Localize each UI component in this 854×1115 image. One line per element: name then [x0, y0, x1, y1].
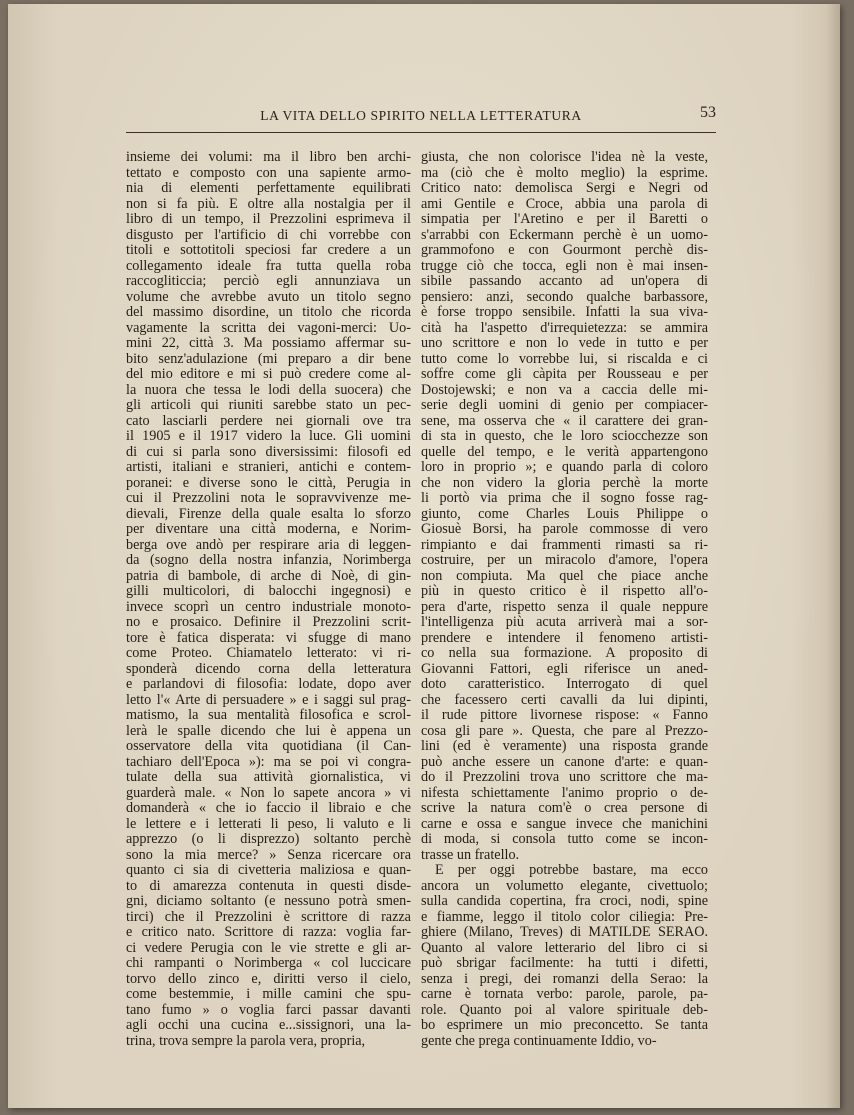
- text-line: gli articoli qui riuniti sarebbe stato un pec-: [126, 398, 411, 413]
- text-line: matismo, la sua mentalità filosofica e scrol-: [126, 708, 411, 723]
- text-line: Critico nato: demolisca Sergi e Negri od: [421, 181, 708, 196]
- text-line: gni, diciamo soltanto (e nessuno potrà smen-: [126, 894, 411, 909]
- text-line: collegamento ideale fra tutta quella roba: [126, 258, 411, 274]
- text-line: trasse un fratello.: [421, 847, 520, 863]
- text-column-right: [421, 150, 708, 1049]
- text-line: il rude pittore livornese rispose: « Fanno: [421, 708, 708, 723]
- text-line: loro in proprio »; e quando parla di coloro: [421, 460, 708, 475]
- text-line: guarderà male. « Non lo sapete ancora » vi: [126, 785, 411, 801]
- text-line: e parlandovi di filosofia: lodate, dopo aver: [126, 677, 411, 692]
- text-line: come bestemmie, i mille camini che spu-: [126, 987, 411, 1002]
- text-line: serie degli uomini di genio per compiacer-: [421, 398, 708, 413]
- text-line: trina, trova sempre la parola vera, propria,: [126, 1033, 366, 1049]
- text-line: che non videro la gloria perchè la morte: [421, 475, 708, 491]
- text-line: apprezzo (o li disprezzo) soltanto perchè: [126, 832, 411, 847]
- text-line: insieme dei volumi: ma il libro ben archi-: [126, 150, 411, 165]
- text-line: ci vedere Perugia con le vie strette e gli ar-: [126, 940, 411, 956]
- text-line: s'arrabbi con Eckermann perchè è un uomo-: [421, 227, 708, 243]
- running-title: LA VITA DELLO SPIRITO NELLA LETTERATURA: [260, 108, 582, 123]
- text-line: giusta, che non colorisce l'idea nè la veste,: [421, 150, 708, 165]
- text-line: può anche essere un canone d'arte: e quan-: [421, 754, 708, 770]
- text-line: cato lasciarli perdere nei giornali ove tra: [126, 413, 411, 429]
- text-line: rimpianto e dai frammenti rimasti sa ri-: [421, 537, 708, 553]
- text-line: e fiamme, leggo il titolo color ciliegia: Pre-: [421, 909, 708, 925]
- text-line: la nuora che tessa le lodi della suocera) che: [126, 382, 411, 398]
- text-line: nia di elementi perfettamente equilibrati: [126, 181, 411, 196]
- text-line: più in questo critico è il rispetto all'o-: [421, 584, 708, 599]
- text-line: non compiuta. Ma quel che piace anche: [421, 568, 708, 584]
- text-line: Giosuè Borsi, ha parole commosse di vero: [421, 522, 708, 537]
- text-line: volume che avrebbe avuto un titolo segno: [126, 289, 411, 305]
- text-line: quelle del tempo, e le verità appartengono: [421, 444, 708, 460]
- text-line: che facessero certi cavalli da lui dipinti,: [421, 692, 708, 708]
- text-line: Dostojewski; e non va a caccia delle mi-: [421, 382, 708, 398]
- text-line: prendere e intendere il fenomeno artisti-: [421, 630, 708, 646]
- text-line: del mio editore e mi si può credere come al-: [126, 367, 411, 382]
- text-line: bito senz'adulazione (mi preparo a dir bene: [126, 351, 411, 367]
- text-line: carne e ossa e sangue invece che manichini: [421, 816, 708, 832]
- text-line: mini 22, città 3. Ma possiamo affermar su-: [126, 336, 411, 351]
- text-line: cosa gli pare ». Questa, che pare al Prezzo-: [421, 723, 708, 739]
- text-line: Giovanni Fattori, egli riferisce un aned-: [421, 661, 708, 677]
- text-line: grammofono e con Gourmont perchè dis-: [421, 243, 708, 258]
- text-line: co nella sua formazione. A proposito di: [421, 646, 708, 661]
- text-line: giunto, come Charles Louis Philippe o: [421, 506, 708, 522]
- text-line: l'intelligenza più acuta arriverà mai a sor-: [421, 615, 708, 630]
- text-line: artisti, italiani e stranieri, antichi e contem-: [126, 460, 411, 475]
- text-line: da (sogno della nostra infanzia, Norimberga: [126, 553, 411, 568]
- text-line: doto caratteristico. Interrogato di quel: [421, 677, 708, 692]
- text-line: gente che prega continuamente Iddio, vo-: [421, 1033, 657, 1049]
- text-line: il 1905 e il 1917 videro la luce. Gli uomini: [126, 429, 411, 444]
- text-line: sulla candida copertina, fra croci, nodi, spine: [421, 894, 708, 909]
- text-line: cità ha l'aspetto d'irrequietezza: se ammira: [421, 320, 708, 336]
- text-line: titoli e sottotitoli speciosi far credere a un: [126, 243, 411, 258]
- text-line: Quanto al valore letterario del libro ci si: [421, 940, 708, 956]
- text-line: senza i pregi, dei romanzi della Serao: la: [421, 971, 708, 987]
- text-line: pensiero: anzi, secondo qualche barbassore,: [421, 289, 708, 305]
- text-line: tulate della sua attività giornalistica, vi: [126, 770, 411, 785]
- text-line: di cui si parla sono diversissimi: filosofi ed: [126, 444, 411, 460]
- text-line: tore è fatica disperata: vi sfugge di mano: [126, 630, 411, 646]
- text-line: di moda, si consola tutto come se incon-: [421, 832, 708, 847]
- text-line: trugge ciò che tocca, egli non è mai insen-: [421, 258, 708, 274]
- text-line: ghiere (Milano, Treves) di MATILDE SERAO.: [421, 925, 708, 940]
- page-number: 53: [700, 104, 716, 121]
- text-line: libro di un tempo, il Prezzolini esprimeva il: [126, 212, 411, 227]
- text-line: torvo dello zinco e, diritti verso il cielo,: [126, 971, 411, 987]
- book-page: [8, 4, 840, 1108]
- text-line: tirci) che il Prezzolini è scrittore di razza: [126, 909, 411, 925]
- text-line: non si fa più. E oltre alla nostalgia per il: [126, 196, 411, 212]
- text-line: lini (ed è veramente) una risposta grande: [421, 739, 708, 754]
- text-line: per diventare una città moderna, e Norim-: [126, 522, 411, 537]
- text-line: cui il Prezzolini nota le sopravvivenze me-: [126, 491, 411, 506]
- text-line: to di amarezza contenuta in questi disde-: [126, 878, 411, 894]
- text-line: role. Quanto poi al valore spirituale deb-: [421, 1002, 708, 1018]
- text-line: uno scrittore e non lo vede in tutto e per: [421, 336, 708, 351]
- text-line: pera d'arte, rispetto senza il quale neppure: [421, 599, 708, 615]
- text-line: nifesta schiettamente l'animo proprio o de-: [421, 785, 708, 801]
- text-line: tano fumo » o voglia farci passar davanti: [126, 1002, 411, 1018]
- text-line: ma (ciò che è molto meglio) la esprime.: [421, 165, 708, 181]
- text-line: del massimo disordine, un titolo che ricorda: [126, 305, 411, 320]
- text-line: tachiaro dell'Epoca »): ma se poi vi congra-: [126, 754, 411, 770]
- text-line: sponderà dicendo corna della letteratura: [126, 661, 411, 677]
- text-line: lerà le spalle dicendo che lui è appena un: [126, 723, 411, 739]
- page-header: [126, 104, 716, 133]
- text-line: berga ove andò per respirare aria di leggen-: [126, 537, 411, 553]
- text-line: come Proteo. Chiamatelo letterato: vi ri-: [126, 646, 411, 661]
- text-line: disgusto per l'artificio di chi vorrebbe con: [126, 227, 411, 243]
- text-line: soffre come gli càpita per Rousseau e per: [421, 367, 708, 382]
- text-line: poranei: e diverse sono le città, Perugia in: [126, 475, 411, 491]
- text-line: ami Gentile e Croce, abbia una parola di: [421, 196, 708, 212]
- text-line: simpatia per l'Aretino e per il Baretti o: [421, 212, 708, 227]
- text-line: quanto ci sia di civetteria maliziosa e quan-: [126, 863, 411, 878]
- text-line: osservatore della vita quotidiana (il Can-: [126, 739, 411, 754]
- page-edge-shadow: [826, 4, 840, 1108]
- text-line: carne è tornata verbo: parole, parole, pa-: [421, 987, 708, 1002]
- text-line: le lettere e i letterati li peso, li valuto e li: [126, 816, 411, 832]
- text-line: sibile passando accanto ad un'opera di: [421, 274, 708, 289]
- text-line: tutto come lo vorrebbe lui, si riscalda e ci: [421, 351, 708, 367]
- text-line: sono la mia merce? » Senza ricercare ora: [126, 847, 411, 863]
- text-line: può sbrigar facilmente: ha tutti i difetti,: [421, 956, 708, 971]
- text-line: costruire, per un miracolo d'amore, l'opera: [421, 553, 708, 568]
- text-line: di sta in questo, che le loro sciocchezze son: [421, 429, 708, 444]
- text-column-left: [126, 150, 411, 1049]
- text-line: invece scoprì un centro industriale monoto-: [126, 599, 411, 615]
- text-line: tettato e composto con una sapiente armo-: [126, 165, 411, 181]
- text-line: vagamente la scritta dei vagoni-merci: Uo-: [126, 320, 411, 336]
- text-line: domanderà « che io faccio il libraio e che: [126, 801, 411, 816]
- text-line: scrive la natura com'è o crea persone di: [421, 801, 708, 816]
- text-line: dievali, Firenze della quale esalta lo sforzo: [126, 506, 411, 522]
- text-line: e critico nato. Scrittore di razza: voglia far-: [126, 925, 411, 940]
- text-line: li portò via prima che il sogno fosse rag-: [421, 491, 708, 506]
- text-line: patria di bambole, di arche di Noè, di gin-: [126, 568, 411, 584]
- text-line: no e prosaico. Definire il Prezzolini scrit-: [126, 615, 411, 630]
- text-line: bo esprimere un mio preconcetto. Se tanta: [421, 1018, 708, 1033]
- text-line: è forse troppo sensibile. Infatti la sua viva-: [421, 305, 708, 320]
- text-line: ancora un volumetto elegante, civettuolo;: [421, 878, 708, 894]
- text-line: do il Prezzolini trova uno scrittore che ma-: [421, 770, 708, 785]
- text-line: E per oggi potrebbe bastare, ma ecco: [435, 863, 708, 878]
- text-line: raccogliticcia; perciò egli annunziava un: [126, 274, 411, 289]
- text-line: sene, ma osserva che « il carattere dei gran-: [421, 413, 708, 429]
- text-line: agli occhi una cucina e...sissignori, una la-: [126, 1018, 411, 1033]
- text-line: chi rampanti o Norimberga « col luccicare: [126, 956, 411, 971]
- text-line: letto l'« Arte di persuadere » e i saggi sul prag-: [126, 692, 411, 708]
- text-line: gilli multicolori, di balocchi ingegnosi) e: [126, 584, 411, 599]
